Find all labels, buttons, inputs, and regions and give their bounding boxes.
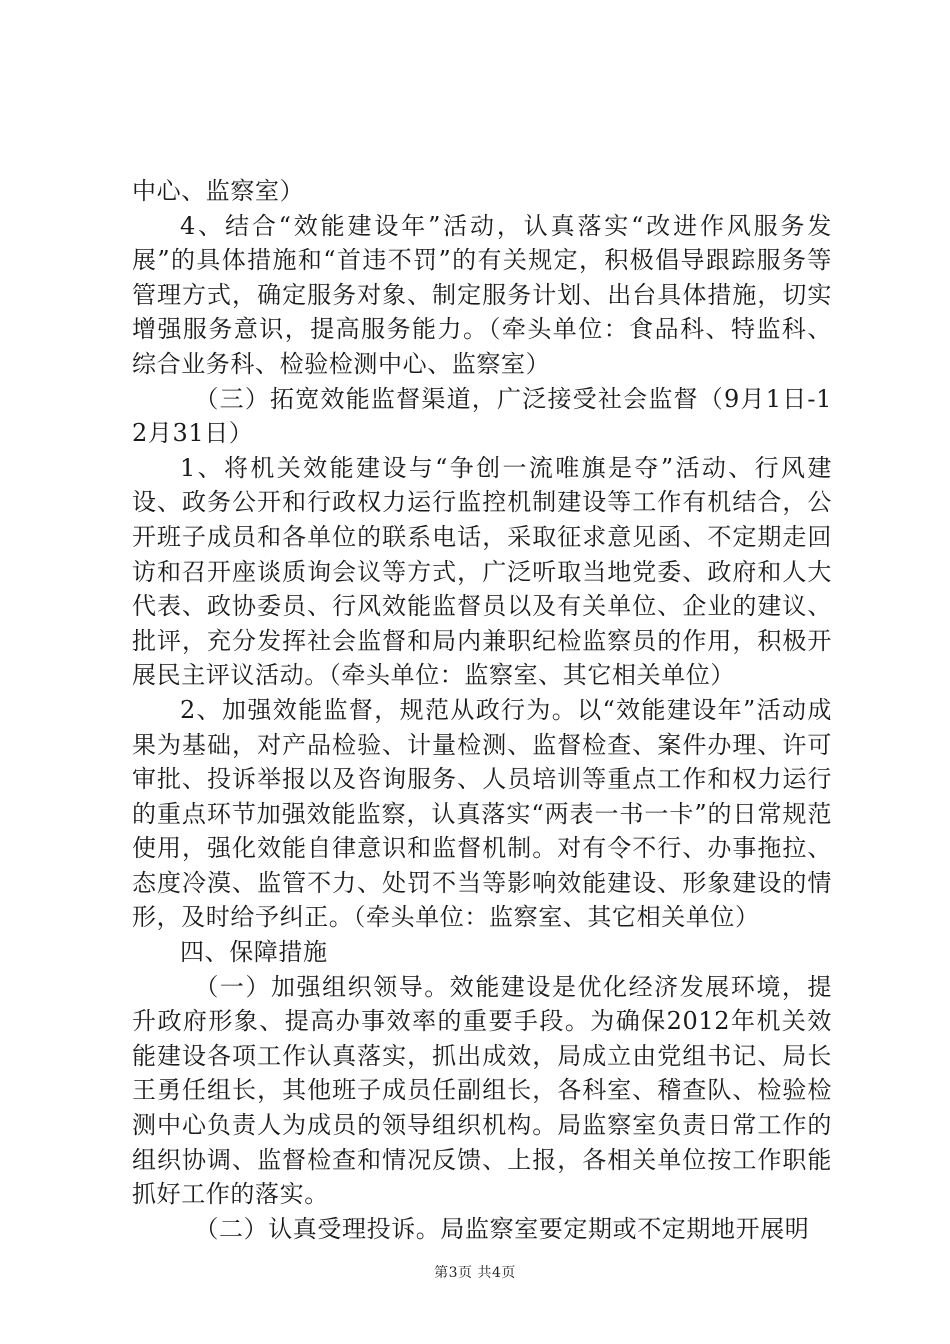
paragraph-item-1: 1、将机关效能建设与“争创一流唯旗是夺”活动、行风建设、政务公开和行政权力运行监控机制建设等工作有机结合，公开班子成员和各单位的联系电话，采取征求意见函、不定期走回访和召开座谈质询会议等方式，广泛听取当地党委、政府和人大代表、政协委员、行风效能监督员以及有关单位、企业的建议、批评，充分发挥社会监督和局内兼职纪检监察员的作用，积极开展民主评议活动。（牵头单位：监察室、其它相关单位） <box>132 453 832 690</box>
page-number-footer: 第3页 共4页 <box>434 1265 516 1281</box>
document-body <box>132 174 832 1246</box>
paragraph-complaints: （二）认真受理投诉。局监察室要定期或不定期地开展明 <box>194 1214 810 1243</box>
paragraph-organization: （一）加强组织领导。效能建设是优化经济发展环境，提升政府形象、提高办事效率的重要手段。为确保2012年机关效能建设各项工作认真落实，抓出成效，局成立由党组书记、局长王勇任组长，其他班子成员任副组长，各科室、稽查队、检验检测中心负责人为成员的领导组织机构。局监察室负责日常工作的组织协调、监督检查和情况反馈、上报，各相关单位按工作职能抓好工作的落实。 <box>132 972 832 1209</box>
section-heading-4: 四、保障措施 <box>180 938 328 967</box>
paragraph-item-2: 2、加强效能监督，规范从政行为。以“效能建设年”活动成果为基础，对产品检验、计量检测、监督检查、案件办理、许可审批、投诉举报以及咨询服务、人员培训等重点工作和权力运行的重点环节加强效能监察，认真落实“两表一书一卡”的日常规范使用，强化效能自律意识和监督机制。对有令不行、办事拖拉、态度冷漠、监管不力、处罚不当等影响效能建设、形象建设的情形，及时给予纠正。（牵头单位：监察室、其它相关单位） <box>132 695 832 932</box>
paragraph-item-4: 4、结合“效能建设年”活动，认真落实“改进作风服务发展”的具体措施和“首违不罚”的有关规定，积极倡导跟踪服务等管理方式，确定服务对象、制定服务计划、出台具体措施，切实增强服务意识，提高服务能力。（牵头单位：食品科、特监科、综合业务科、检验检测中心、监察室） <box>132 211 832 378</box>
paragraph-continuation: 中心、监察室） <box>132 177 305 205</box>
section-heading-3: （三）拓宽效能监督渠道，广泛接受社会监督（9月1日-12月31日） <box>132 384 832 448</box>
